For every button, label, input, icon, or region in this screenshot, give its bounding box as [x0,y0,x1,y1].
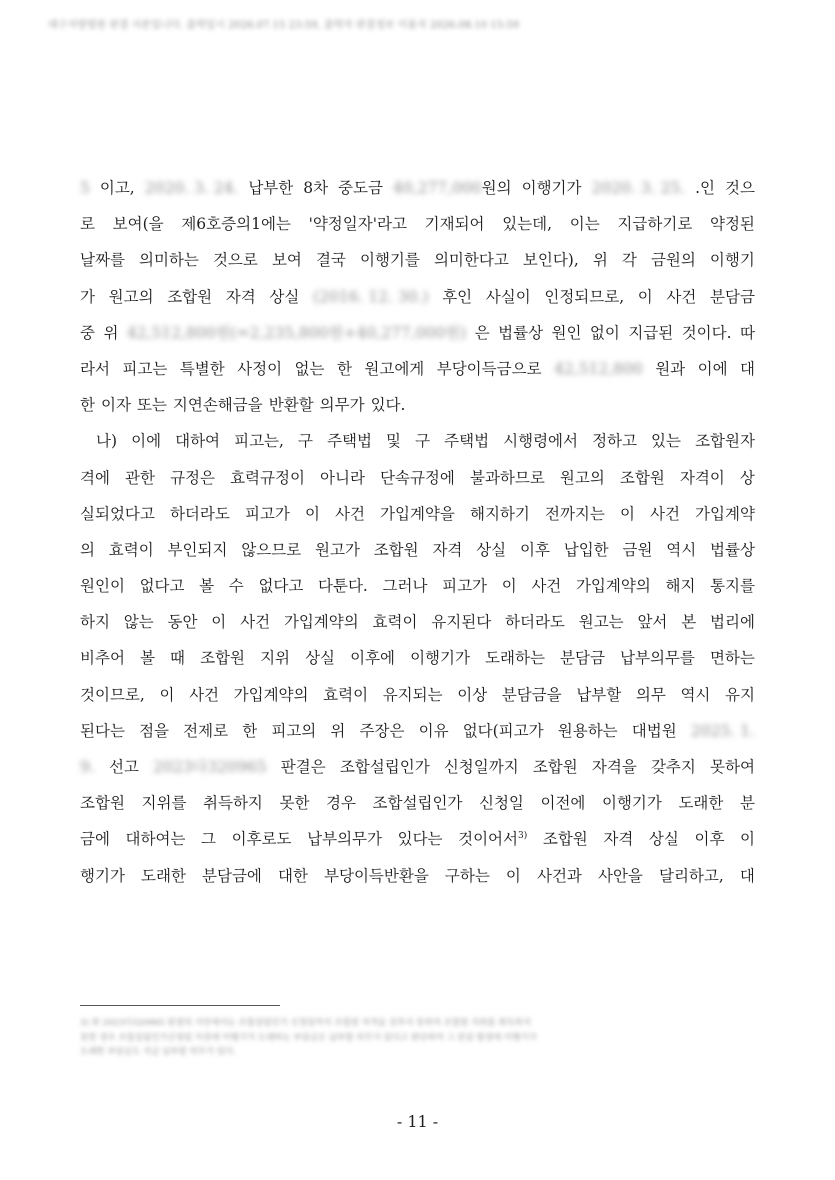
text-segment: 한 [336,359,352,378]
text-line [80,279,755,315]
text-segment: 납부의무를 [620,649,695,668]
text-segment: 피고의 [271,721,317,740]
page-number: - 11 - [396,1112,439,1131]
print-header: 대구지방법원 판결 사본입니다. 출력일시 2026.07.15 23:59, 출력자 판결정보 이용자 2026.08.10 15:59 [48,20,520,31]
text-segment: 상실 [648,830,679,849]
text-line [80,315,755,351]
text-segment: 정하고 [592,432,637,451]
text-segment: 주택법 [444,432,490,451]
text-segment: 원인 [551,323,582,342]
text-segment: 또는 [136,396,167,415]
text-segment: .인 [695,179,716,197]
text-segment: 해지하기 [469,504,530,523]
text-segment: 관한 [125,468,155,487]
text-segment: 격에 [80,468,110,487]
text-segment: 가입계약 [695,504,755,523]
text-segment: 효력이 [323,685,369,704]
text-segment: 지급하기로 [617,215,693,234]
text-segment: 위 [330,721,346,740]
text-segment: 조합원 [80,794,125,813]
text-segment: 지위를 [141,794,187,813]
text-segment: 분 [739,794,755,813]
text-segment: 이후 [694,830,725,849]
text-segment: 가입계약의 [233,685,309,704]
text-segment: 이에 [131,432,162,451]
text-segment: 것이므로, [80,685,145,704]
text-segment: 반환할 [268,396,314,415]
text-segment: 것이어서$^{3)}$ [458,830,528,849]
text-segment: 때 [170,649,186,668]
text-segment: 조합원 [200,649,245,668]
text-segment: 가입계약을 [380,504,455,523]
text-segment: 본 [681,613,697,632]
text-segment: 원용하는 [557,721,618,740]
text-segment: 법률상 [498,323,544,342]
text-segment: 인정되므로, [544,287,625,306]
redacted-text: 2020. 3. 24. [144,179,239,197]
text-segment: 보여 [271,251,302,270]
document-body [80,170,755,894]
text-line [80,532,755,568]
text-segment: 분담금 [560,649,605,668]
text-segment: 이행기를 [359,251,420,270]
text-line [80,206,755,242]
text-segment: 조합원 [373,540,419,559]
text-segment: 자격 [603,830,634,849]
text-segment: 대 [740,359,755,378]
redacted-text: 2020. 3. 25. [591,179,686,197]
text-line [80,460,755,496]
text-segment: 가입계약의 [283,613,359,632]
text-line [80,785,755,821]
text-segment: 의 [80,540,95,559]
text-segment: 이유 [418,721,449,740]
text-segment: 것이다. [681,323,732,342]
text-segment: 사정이 [237,359,283,378]
footnote-line: 3) 위 2023다320965 판결의 사안에서는 조합설립인가 신청일까지 조합원 자격을 갖추지 못하여 조합원 지위를 취득하지 [80,1018,532,1028]
text-segment: 보여(을 [112,215,164,234]
text-line [80,821,755,857]
text-segment: 이후로도 [231,830,292,849]
text-segment: 볼 [139,649,155,668]
text-segment: 피고가 [442,577,488,596]
text-segment: 특별한 [179,359,225,378]
text-segment: 갖추지 [650,758,696,776]
text-segment: 납부의무가 [307,830,382,849]
redacted-text: 42,512,800원(=2,235,800원+40,277,000원) [126,323,467,342]
text-segment: 대하여 [175,432,221,451]
text-segment: 것으로 [212,251,258,270]
text-segment: 각 [621,251,637,270]
text-line [80,242,755,278]
text-segment: 사건과 [536,866,582,885]
text-segment: 라서 [80,359,110,378]
footnote-line: 못한 경우 조합설립인가신청일 이전에 이행기가 도래하는 부담금은 납부할 의무가 있다고 판단하여 그 분담 발생에 이행기가 [80,1032,537,1043]
text-segment: 납입한 [563,540,609,559]
text-segment: 법률상 [710,540,755,559]
text-segment: 부당이득금으로 [436,359,542,378]
text-segment: 이 [501,577,517,596]
text-segment: 이상 [457,685,488,704]
text-segment: 사건 [335,504,365,523]
text-segment: 의미하는 [138,251,199,270]
text-segment: 그 [201,830,217,849]
text-line [80,604,755,640]
text-segment: 가 [80,287,95,306]
text-segment: 유지된다 [431,613,492,632]
text-segment: 불과하므로 [469,468,545,487]
text-segment: 이행기가 [410,649,470,668]
text-segment: 주택법 [327,432,372,451]
text-segment: 없다고 [139,577,185,596]
text-segment: 사건 [189,685,220,704]
text-segment: '약정일자'라고 [308,215,407,234]
text-segment: 원고는 [578,613,624,632]
text-segment: 결국 [315,251,346,270]
text-segment: 납부할 [576,685,622,704]
redacted-text: (2016. 12. 30.) [312,287,429,306]
text-segment: 위 [103,323,119,342]
text-segment: 중 [80,323,95,342]
text-line [80,496,755,532]
text-segment: 비추어 [80,649,125,668]
text-segment: 하더라도 [169,504,230,523]
text-segment: 신청일까지 [443,758,519,776]
text-segment: 동안 [167,613,198,632]
text-segment: 후인 [442,287,473,306]
text-segment: 점을 [139,721,170,740]
text-segment: 조합원 [619,468,665,487]
text-segment: 사건 [240,613,271,632]
footnote-ref[interactable]: 3) [518,831,528,842]
text-line [80,749,755,785]
text-segment: 원고에게 [364,359,425,378]
text-segment: 납부한 [248,179,294,197]
text-segment: 하지 [80,613,110,632]
text-line [80,677,755,713]
text-segment: 앞서 [637,613,668,632]
text-segment: 사건 [531,577,562,596]
text-segment: 면하는 [709,649,755,668]
text-segment: 원고의 [559,468,605,487]
text-segment: 효력규정이 [230,468,305,487]
text-segment: 취득하지 [203,794,263,813]
text-line [80,640,755,676]
text-segment: 이 [740,830,755,849]
text-segment: 이 [159,685,175,704]
text-segment: 주장은 [359,721,405,740]
text-segment: 조합원 [542,830,588,849]
text-segment: 대법원 [631,721,677,740]
text-segment: 통지를 [710,577,755,596]
text-segment: 경우 [326,794,356,813]
footnote-divider [80,1005,280,1006]
text-segment: 나) [96,432,118,451]
text-segment: 피고는 [122,359,168,378]
text-segment: 단속규정에 [380,468,455,487]
text-segment: 전까지는 [544,504,605,523]
text-line [80,858,755,894]
text-segment: 이후 [519,540,550,559]
text-segment: 한 [242,721,258,740]
text-segment: 도래하는 [485,649,545,668]
text-segment: 이 [637,287,653,306]
text-line [80,351,755,387]
text-segment: 법리에 [710,613,755,632]
text-segment: 가입계약의 [575,577,651,596]
text-segment: 로 [80,215,95,234]
text-segment: 원고가 [314,540,360,559]
text-line [80,170,755,206]
redacted-text: 42,512,800 [554,359,643,378]
text-segment: 이후에 [350,649,396,668]
text-segment: 한 [80,396,95,415]
text-segment: 은 [474,323,490,342]
text-segment: 행기가 [80,866,125,885]
redacted-text: 9. [80,758,95,776]
text-segment: 사실이 [485,287,531,306]
text-segment: 수 [228,577,244,596]
text-segment: 도래한 [678,794,724,813]
text-segment: 대한 [277,866,308,885]
text-segment: 사건 [666,287,697,306]
text-segment: 그러나 [382,577,428,596]
text-segment: 효력이 [108,540,154,559]
text-segment: 기재되어 [424,215,485,234]
text-segment: 의무 [635,685,666,704]
text-segment: 상실 [305,649,336,668]
text-segment: 이 [304,504,320,523]
text-segment: 피고가 [244,504,290,523]
text-segment: 지위 [260,649,291,668]
text-segment: 이는 [569,215,600,234]
text-segment: 유지되는 [382,685,443,704]
text-segment: 자격 [432,540,463,559]
redacted-text: 5 [80,179,90,197]
text-segment: 이행기가 [521,179,582,197]
text-segment: 구 [298,432,313,451]
text-segment: 없이 [589,323,620,342]
text-segment: 및 [386,432,402,451]
text-segment: 신청일 [478,794,524,813]
text-segment: 분담금에 [202,866,262,885]
text-segment: 있는데, [502,215,553,234]
text-segment: 있는 [651,432,681,451]
text-segment: 제6호증의1에는 [181,215,291,234]
text-segment: 의무가 [319,396,365,415]
text-segment: 이 [505,866,521,885]
redacted-text: 2023다320965 [153,758,267,776]
text-segment: 된다는 [80,721,125,740]
text-segment: 다툰다. [318,577,368,596]
text-segment: 사건 [650,504,680,523]
text-segment: 이고, [99,179,135,197]
text-segment: 부인되지 [167,540,228,559]
text-segment: 유지 [725,685,755,704]
text-segment: 이 [619,504,635,523]
text-segment: 위 [592,251,608,270]
text-segment: 이 [211,613,227,632]
text-segment: 조합설립인가 [372,794,463,813]
text-line [80,387,755,423]
text-segment: 역시 [680,685,711,704]
text-line [80,568,755,604]
text-segment: 효력이 [372,613,418,632]
text-segment: 선고 [108,758,139,776]
text-segment: 있다. [370,396,406,415]
text-segment: 원고의 [108,287,154,306]
text-segment: 날짜를 [80,251,125,270]
text-segment: 분담금 [710,287,755,306]
text-segment: 이행기가 [601,794,662,813]
text-segment: 보인다), [522,251,579,270]
text-segment: 약정된 [709,215,755,234]
text-segment: 8차 [303,179,329,197]
text-segment: 자격을 [591,758,637,776]
redacted-text: 2025. 1. [690,721,755,740]
text-segment: 사안을 [597,866,643,885]
text-segment: 부당이득반환을 [324,866,429,885]
text-segment: 전제로 [183,721,229,740]
text-segment: 상실 [269,287,300,306]
text-segment: 하더라도 [505,613,565,632]
text-segment: 없다고 [258,577,304,596]
text-segment: 금원의 [650,251,696,270]
text-segment: 지급된 [628,323,674,342]
text-segment: 상실 [476,540,507,559]
text-segment: 원과 [655,359,686,378]
text-segment: 없는 [294,359,325,378]
text-segment: 중도금 [338,179,383,197]
text-segment: 상 [739,468,755,487]
text-segment: 금에 [80,830,110,849]
text-segment: 구 [415,432,431,451]
text-segment: 판결은 [280,758,326,776]
text-segment: 이행기 [709,251,755,270]
text-segment: 볼 [199,577,215,596]
text-segment: 못하여 [710,758,755,776]
footnote [80,1016,760,1060]
text-segment: 것으 [724,179,755,197]
text-segment: 해지 [665,577,696,596]
text-segment: 이에 [697,359,728,378]
text-segment: 분담금을 [501,685,562,704]
text-segment: 의미한다고 [433,251,509,270]
text-segment: 달리하고, [658,866,724,885]
text-segment: 도래한 [141,866,186,885]
text-line [80,713,755,749]
text-segment: 않으므로 [241,540,302,559]
text-segment: 아니라 [320,468,365,487]
text-segment: 40,277,000원의 [392,179,512,197]
text-segment: 있다는 [397,830,443,849]
text-segment: 따 [740,323,755,342]
text-segment: 금원 [622,540,653,559]
text-segment: 실되었다고 [80,504,155,523]
text-segment: 피고는, [234,432,284,451]
text-segment: 대 [739,866,755,885]
text-segment: 원인이 [80,577,125,596]
text-segment: 않는 [123,613,154,632]
text-segment: 조합원 [167,287,213,306]
text-segment: 조합설립인가 [339,758,430,776]
text-segment: 자격이 [679,468,725,487]
footnote-line: 도래한 부담금도 지급 납부할 의무가 있다. [80,1047,236,1057]
text-segment: 이전에 [540,794,586,813]
text-segment: 지연손해금을 [172,396,263,415]
text-segment: 이자 [100,396,131,415]
text-segment: 규정은 [170,468,215,487]
text-segment: 역시 [666,540,697,559]
text-segment: 없다(피고가 [462,721,544,740]
text-segment: 자격 [225,287,256,306]
text-segment: 조합원자 [695,432,755,451]
text-segment: 못한 [279,794,310,813]
text-line [80,423,755,459]
text-segment: 대하여는 [125,830,186,849]
text-segment: 조합원 [532,758,578,776]
text-segment: 구하는 [444,866,490,885]
text-segment: 시행령에서 [503,432,578,451]
